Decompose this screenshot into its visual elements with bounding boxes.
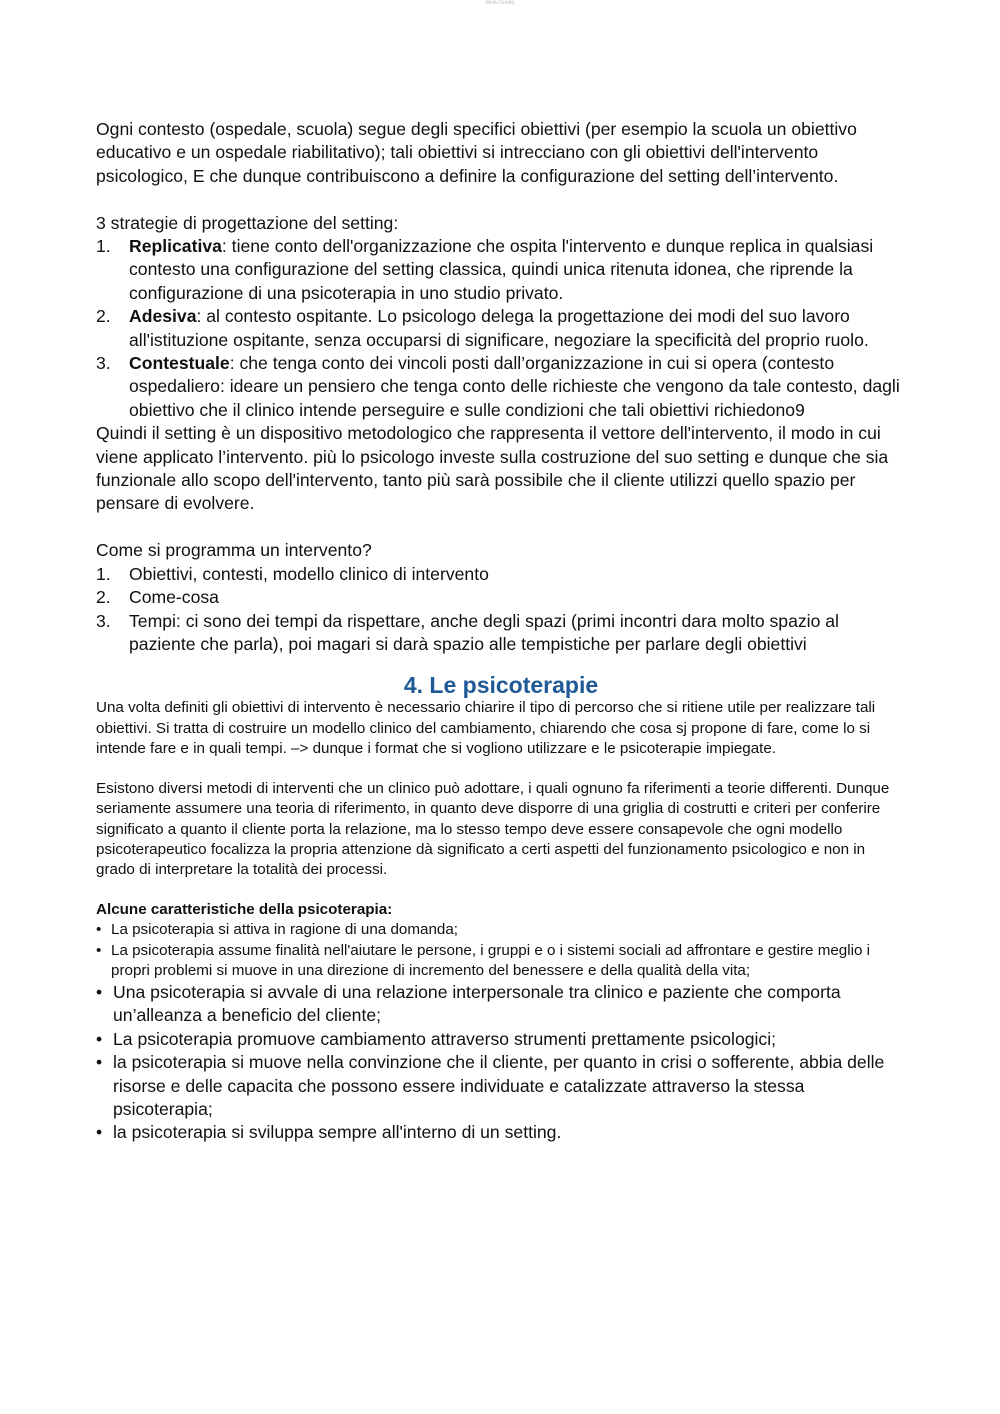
features-title: Alcune caratteristiche della psicoterapia: bbox=[96, 901, 393, 919]
setting-paragraph: Quindi il setting è un dispositivo metodologico che rappresenta il vettore dell'intervento, il modo in cui viene applicato l’intervento. più lo psicologo investe sulla costruzione del suo setting e dunque che sia funzionale allo scopo dell'intervento, tanto più sarà possibile che il cliente utilizzi quello spazio per pensare di evolvere. bbox=[96, 423, 889, 514]
strategy-name: Contestuale bbox=[129, 353, 230, 374]
list-item bbox=[96, 1051, 906, 1121]
program-steps-list bbox=[96, 563, 906, 657]
strategy-name: Replicativa bbox=[129, 236, 222, 257]
feature-text: La psicoterapia assume finalità nell'aiutare le persone, i gruppi e o i sistemi sociali ad affrontare e gestire meglio i propri problemi si muove in una direzione di incremento del benessere e della qualità della vita; bbox=[111, 941, 871, 979]
strategy-name: Adesiva bbox=[129, 306, 197, 327]
list-item bbox=[96, 563, 906, 586]
list-number: 2. bbox=[96, 587, 111, 608]
list-number: 1. bbox=[96, 236, 111, 257]
feature-text: Una psicoterapia si avvale di una relazione interpersonale tra clinico e paziente che comporta un’alleanza a beneficio del cliente; bbox=[113, 981, 841, 1026]
strategy-text: : che tenga conto dei vincoli posti dall’organizzazione in cui si opera (contesto ospedaliero: ideare un pensiero che tenga conto delle richieste che vengono da tale contesto, dagli obiettivo che il clinico intende perseguire e sulle condizioni che tali obiettivi richiedono9 bbox=[129, 353, 900, 420]
feature-text: la psicoterapia si sviluppa sempre all'interno di un setting. bbox=[113, 1122, 562, 1143]
feature-text: la psicoterapia si muove nella convinzione che il cliente, per quanto in crisi o sofferente, abbia delle risorse e delle capacita che possono essere individuate e catalizzate attraverso la stessa psicoterapia; bbox=[113, 1052, 885, 1119]
list-item bbox=[96, 610, 906, 657]
list-item bbox=[96, 1121, 906, 1144]
strategy-text: : al contesto ospitante. Lo psicologo delega la progettazione dei modi del suo lavoro all'istituzione ospitante, senza occuparsi di significare, negoziare la specificità del proprio ruolo. bbox=[129, 306, 869, 350]
list-item bbox=[96, 981, 906, 1028]
bullet-icon: • bbox=[96, 1122, 103, 1143]
section-heading: 4. Le psicoterapie bbox=[403, 672, 599, 699]
features-list-small bbox=[96, 920, 906, 981]
list-number: 3. bbox=[96, 610, 111, 631]
feature-text: La psicoterapia promuove cambiamento attraverso strumenti prettamente psicologici; bbox=[113, 1028, 777, 1049]
page-watermark: Metà (Smith) bbox=[485, 0, 515, 6]
intro-paragraph: Ogni contesto (ospedale, scuola) segue degli specifici obiettivi (per esempio la scuola un obiettivo educativo e un ospedale riabilitativo); tali obiettivi si intrecciano con gli obiettivi dell'intervento psicologico, E che dunque contribuiscono a definire la configurazione del setting dell’intervento. bbox=[96, 119, 857, 186]
bullet-icon: • bbox=[96, 921, 102, 939]
bullet-icon: • bbox=[96, 981, 103, 1002]
step-text: Come-cosa bbox=[129, 587, 219, 608]
section-paragraph-2: Esistono diversi metodi di interventi che un clinico può adottare, i quali ognuno fa riferimenti a teorie differenti. Dunque seriamente assumere una teoria di riferimento, in quanto deve disporre di una griglia di costrutti e criteri per conferire significato a quanto il cliente porta la relazione, ma lo stesso tempo deve essere consapevole che ogni modello psicoterapeutico focalizza la propria attenzione dà significato a certi aspetti del funzionamento psicologico e non in grado di interpretare la totalità dei processi. bbox=[96, 780, 890, 878]
list-number: 1. bbox=[96, 563, 111, 584]
step-text: Obiettivi, contesti, modello clinico di intervento bbox=[129, 563, 489, 584]
list-number: 3. bbox=[96, 353, 111, 374]
bullet-icon: • bbox=[96, 1052, 103, 1073]
strategies-title: 3 strategie di progettazione del setting: bbox=[96, 212, 399, 233]
list-item bbox=[96, 920, 906, 940]
strategy-text: : tiene conto dell'organizzazione che ospita l'intervento e dunque replica in qualsiasi contesto una configurazione del setting classica, quindi unica ritenuta idonea, che riprende la configurazione di una psicoterapia in uno studio privato. bbox=[129, 236, 874, 303]
program-question: Come si programma un intervento? bbox=[96, 540, 372, 561]
bullet-icon: • bbox=[96, 941, 102, 959]
list-item bbox=[96, 1028, 906, 1051]
step-text: Tempi: ci sono dei tempi da rispettare, anche degli spazi (primi incontri dara molto spazio al paziente che parla), poi magari si darà spazio alle tempistiche per parlare degli obiettivi bbox=[129, 610, 839, 654]
features-list-large bbox=[96, 981, 906, 1145]
list-item bbox=[96, 352, 906, 422]
feature-text: La psicoterapia si attiva in ragione di una domanda; bbox=[111, 921, 459, 939]
section-paragraph-1: Una volta definiti gli obiettivi di intervento è necessario chiarire il tipo di percorso che si ritiene utile per realizzare tali obiettivi. Si tratta di costruire un modello clinico del cambiamento, chiarendo che cosa sj propone di fare, come lo si intende fare e in quali tempi. –> dunque i format che si vogliono utilizzare e le psicoterapie impiegate. bbox=[96, 699, 876, 757]
list-item bbox=[96, 941, 906, 981]
bullet-icon: • bbox=[96, 1028, 103, 1049]
list-item bbox=[96, 586, 906, 609]
strategies-list bbox=[96, 235, 906, 422]
list-item bbox=[96, 235, 906, 305]
list-item bbox=[96, 305, 906, 352]
list-number: 2. bbox=[96, 306, 111, 327]
document-page bbox=[96, 118, 906, 1145]
